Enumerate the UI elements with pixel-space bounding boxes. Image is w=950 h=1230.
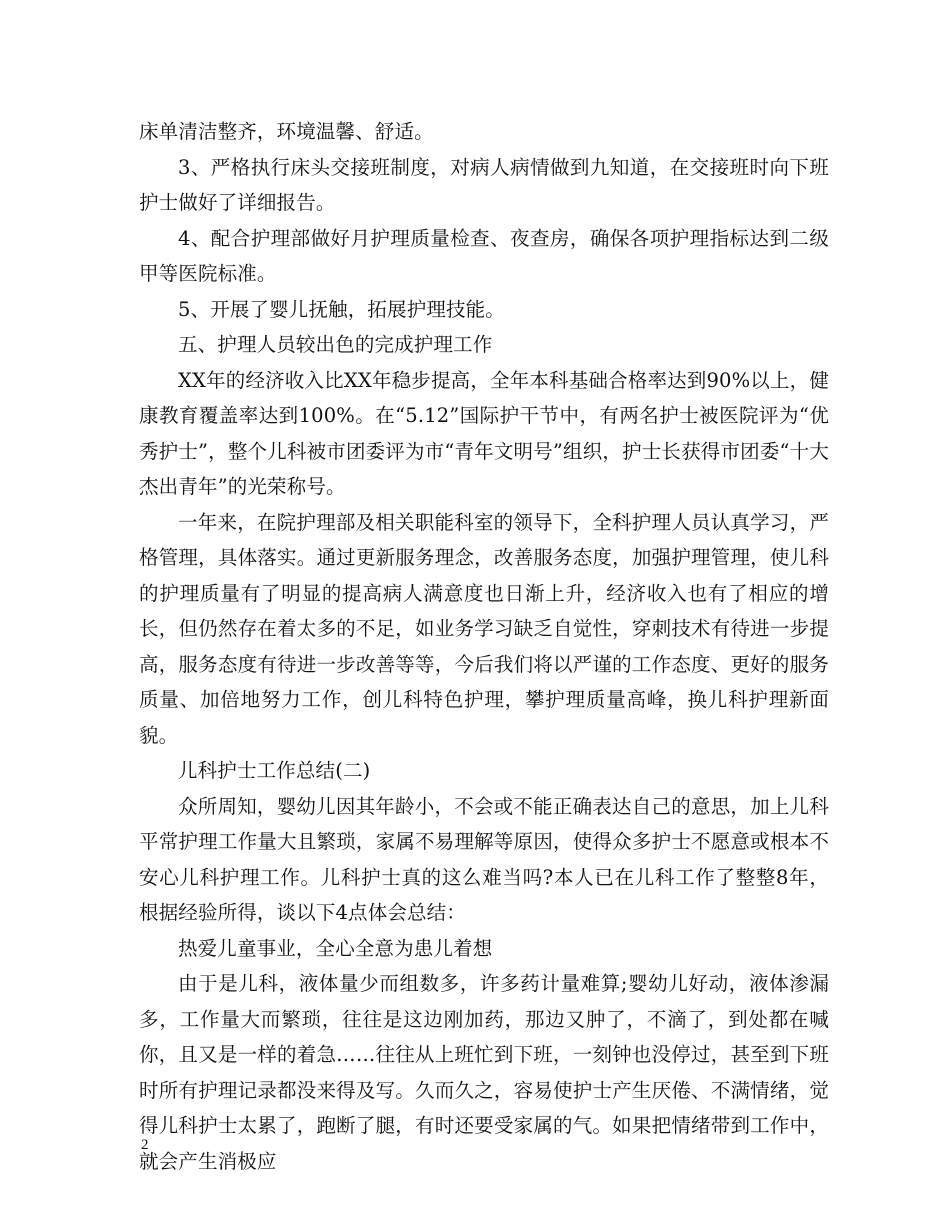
paragraph: 3、严格执行床头交接班制度，对病人病情做到九知道，在交接班时向下班护士做好了详细报告。 [139, 155, 829, 214]
section-heading: 儿科护士工作总结(二) [178, 759, 371, 782]
section-heading: 五、护理人员较出色的完成护理工作 [178, 333, 493, 356]
paragraph: 众所周知，婴幼儿因其年龄小，不会或不能正确表达自己的意思，加上儿科平常护理工作量大且繁琐，家属不易理解等原因，使得众多护士不愿意或根本不安心儿科护理工作。儿科护士真的这么难当吗?本人已在儿科工作了整整8年，根据经验所得，谈以下4点体会总结： [139, 794, 829, 924]
paragraph: 由于是儿科，液体量少而组数多，许多药计量难算;婴幼儿好动，液体渗漏多，工作量大而繁琐，往往是这边刚加药，那边又肿了，不滴了，到处都在喊你，且又是一样的着急……往往从上班忙到下班，一刻钟也没停过，甚至到下班时所有护理记录都没来得及写。久而久之，容易使护士产生厌倦、不满情绪，觉得儿科护士太累了，跑断了腿，有时还要受家属的气。如果把情绪带到工作中，就会产生消极应 [139, 972, 829, 1173]
paragraph: XX年的经济收入比XX年稳步提高，全年本科基础合格率达到90%以上，健康教育覆盖率达到100%。在“5.12”国际护干节中，有两名护士被医院评为“优秀护士”，整个儿科被市团委评为市“青年文明号”组织，护士长获得市团委“十大杰出青年”的光荣称号。 [139, 368, 829, 498]
body-text [139, 114, 829, 1179]
paragraph: 一年来，在院护理部及相关职能科室的领导下，全科护理人员认真学习，严格管理，具体落实。通过更新服务理念，改善服务态度，加强护理管理，使儿科的护理质量有了明显的提高病人满意度也日渐上升，经济收入也有了相应的增长，但仍然存在着太多的不足，如业务学习缺乏自觉性，穿刺技术有待进一步提高，服务态度有待进一步改善等等，今后我们将以严谨的工作态度、更好的服务质量、加倍地努力工作，创儿科特色护理，攀护理质量高峰，换儿科护理新面貌。 [139, 510, 829, 747]
section-heading: 热爱儿童事业，全心全意为患儿着想 [178, 936, 493, 960]
page-number: 2 [141, 1137, 149, 1153]
paragraph: 床单清洁整齐，环境温馨、舒适。 [139, 120, 434, 143]
paragraph: 5、开展了婴儿抚触，拓展护理技能。 [178, 297, 505, 321]
paragraph: 4、配合护理部做好月护理质量检查、夜查房，确保各项护理指标达到二级甲等医院标准。 [139, 226, 829, 285]
